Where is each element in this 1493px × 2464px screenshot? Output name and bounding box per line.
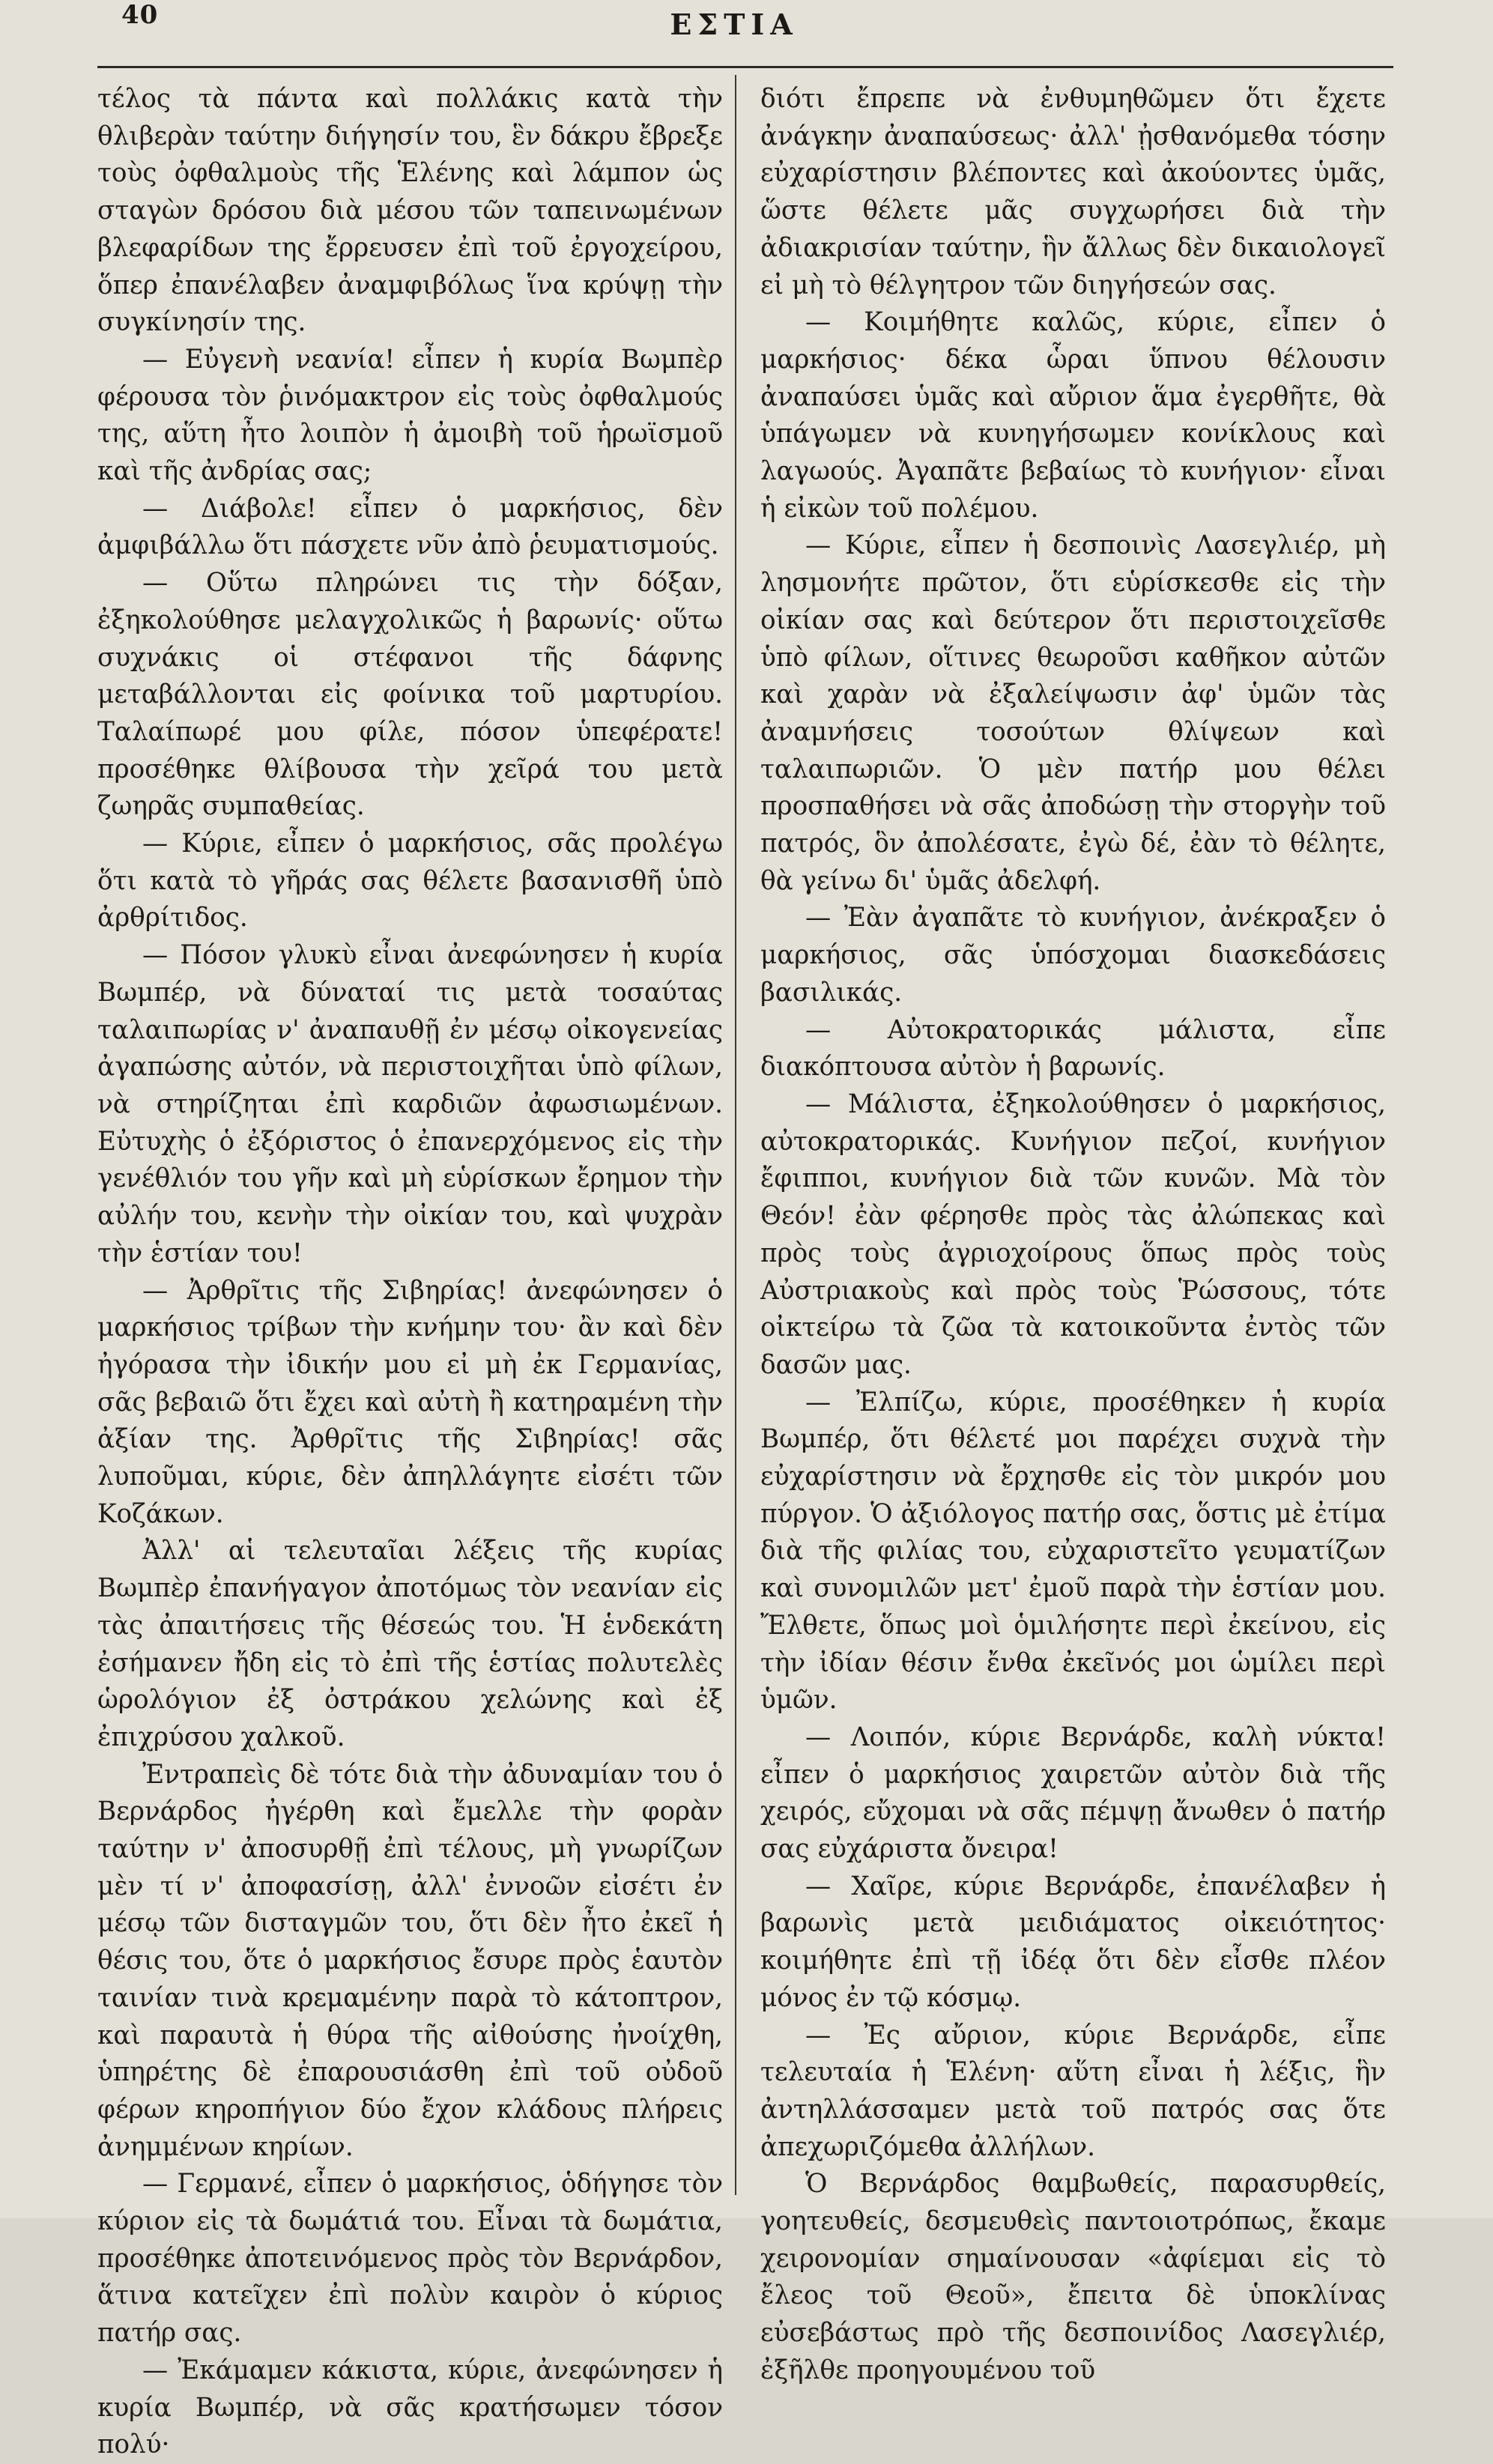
paragraph: διότι ἔπρεπε νὰ ἐνθυμηθῶμεν ὅτι ἔχετε ἀνάγκην ἀναπαύσεως· ἀλλ' ᾐσθανόμεθα τόσην εὐχαρίστησιν βλέποντες καὶ ἀκούοντες ὑμᾶς, ὥστε θέλετε μᾶς συγχωρήσει διὰ τὴν ἀδιακρισίαν ταύτην, ἣν ἄλλως δὲν δικαιολογεῖ εἰ μὴ τὸ θέλγητρον τῶν διηγήσεών σας. (760, 84, 1386, 300)
paragraph: — Κύριε, εἶπεν ὁ μαρκήσιος, σᾶς προλέγω ὅτι κατὰ τὸ γῆράς σας θέλετε βασανισθῆ ὑπὸ ἀρθρίτιδος. (97, 829, 723, 933)
paragraph: τέλος τὰ πάντα καὶ πολλάκις κατὰ τὴν θλιβερὰν ταύτην διήγησίν του, ἓν δάκρυ ἔβρεξε τοὺς ὀφθαλμοὺς τῆς Ἑλένης καὶ λάμπον ὡς σταγὼν δρόσου διὰ μέσου τῶν ταπεινωμένων βλεφαρίδων της ἔρρευσεν ἐπὶ τοῦ ἐργοχείρου, ὅπερ ἐπανέλαβεν ἀναμφιβόλως ἵνα κρύψῃ τὴν συγκίνησίν της. (97, 84, 723, 338)
paragraph: — Διάβολε! εἶπεν ὁ μαρκήσιος, δὲν ἀμφιβάλλω ὅτι πάσχετε νῦν ἀπὸ ῥευματισμούς. (97, 493, 723, 561)
paragraph: Ὁ Βερνάρδος θαμβωθείς, παρασυρθείς, γοητευθείς, δεσμευθεὶς παντοιοτρόπως, ἔκαμε χειρονομίαν σημαίνουσαν «ἀφίεμαι εἰς τὸ ἔλεος τοῦ Θεοῦ», ἔπειτα δὲ ὑποκλίνας εὐσεβάστως πρὸ τῆς δεσποινίδος Λασεγλιέρ, ἐξῆλθε προηγουμένου τοῦ (760, 2169, 1386, 2385)
paragraph: — Ἐκάμαμεν κάκιστα, κύριε, ἀνεφώνησεν ἡ κυρία Βωμπέρ, νὰ σᾶς κρατήσωμεν τόσον πολύ· (97, 2355, 723, 2460)
paragraph: — Αὐτοκρατορικάς μάλιστα, εἶπε διακόπτουσα αὐτὸν ἡ βαρωνίς. (760, 1014, 1386, 1083)
paragraph: — Ἀρθρῖτις τῆς Σιβηρίας! ἀνεφώνησεν ὁ μαρκήσιος τρίβων τὴν κνήμην του· ἂν καὶ δὲν ἠγόρασα τὴν ἰδικήν μου εἰ μὴ ἐκ Γερμανίας, σᾶς βεβαιῶ ὅτι ἔχει καὶ αὐτὴ ἢ κατηραμένη τὴν ἀξίαν της. Ἀρθρῖτις τῆς Σιβηρίας! σᾶς λυποῦμαι, κύριε, δὲν ἀπηλλάγητε εἰσέτι τῶν Κοζάκων. (97, 1275, 723, 1529)
column-divider (735, 75, 736, 2195)
paragraph: Ἐντραπεὶς δὲ τότε διὰ τὴν ἀδυναμίαν του ὁ Βερνάρδος ἠγέρθη καὶ ἔμελλε τὴν φορὰν ταύτην ν' ἀποσυρθῇ ἐπὶ τέλους, μὴ γνωρίζων μὲν τί ν' ἀποφασίσῃ, ἀλλ' ἐννοῶν εἰσέτι ἐν μέσῳ τῶν δισταγμῶν του, ὅτι δὲν ἦτο ἐκεῖ ἡ θέσις του, ὅτε ὁ μαρκήσιος ἔσυρε πρὸς ἑαυτὸν ταινίαν τινὰ κρεμαμένην παρὰ τὸ κάτοπτρον, καὶ παραυτὰ ἡ θύρα τῆς αἰθούσης ἠνοίχθη, ὑπηρέτης δὲ ἐπαρουσιάσθη ἐπὶ τοῦ οὐδοῦ φέρων κηροπήγιον δύο ἔχον κλάδους πλήρεις ἀνημμένων κηρίων. (97, 1759, 723, 2162)
paragraph: Ἀλλ' αἱ τελευταῖαι λέξεις τῆς κυρίας Βωμπὲρ ἐπανήγαγον ἀποτόμως τὸν νεανίαν εἰς τὰς ἀπαιτήσεις τῆς θέσεώς του. Ἡ ἑνδεκάτη ἐσήμανεν ἤδη εἰς τὸ ἐπὶ τῆς ἑστίας πολυτελὲς ὡρολόγιον ἐξ ὀστράκου χελώνης καὶ ἐξ ἐπιχρύσου χαλκοῦ. (97, 1536, 723, 1752)
paragraph: — Χαῖρε, κύριε Βερνάρδε, ἐπανέλαβεν ἡ βαρωνὶς μετὰ μειδιάματος οἰκειότητος· κοιμήθητε ἐπὶ τῇ ἰδέᾳ ὅτι δὲν εἶσθε πλέον μόνος ἐν τῷ κόσμῳ. (760, 1871, 1386, 2013)
paragraph: — Οὕτω πληρώνει τις τὴν δόξαν, ἐξηκολούθησε μελαγχολικῶς ἡ βαρωνίς· οὕτω συχνάκις οἱ στέφανοι τῆς δάφνης μεταβάλλονται εἰς φοίνικα τοῦ μαρτυρίου. Ταλαίπωρέ μου φίλε, πόσον ὑπεφέρατε! προσέθηκε θλίβουσα τὴν χεῖρά του μετὰ ζωηρᾶς συμπαθείας. (97, 568, 723, 822)
running-title: ΕΣΤΙΑ (670, 7, 799, 41)
paragraph: — Γερμανέ, εἶπεν ὁ μαρκήσιος, ὁδήγησε τὸν κύριον εἰς τὰ δωμάτιά του. Εἶναι τὰ δωμάτια, προσέθηκε ἀποτεινόμενος πρὸς τὸν Βερνάρδον, ἅτινα κατεῖχεν ἐπὶ πολὺν καιρὸν ὁ κύριος πατήρ σας. (97, 2169, 723, 2349)
paragraph: — Πόσον γλυκὺ εἶναι ἀνεφώνησεν ἡ κυρία Βωμπέρ, νὰ δύναταί τις μετὰ τοσαύτας ταλαιπωρίας ν' ἀναπαυθῇ ἐν μέσῳ οἰκογενείας ἀγαπώσης αὐτόν, νὰ περιστοιχῆται ὑπὸ φίλων, νὰ στηρίζηται ἐπὶ καρδιῶν ἀφωσιωμένων. Εὐτυχὴς ὁ ἐξόριστος ὁ ἐπανερχόμενος εἰς τὴν γενέθλιόν του γῆν καὶ μὴ εὑρίσκων ἔρημον τὴν αὐλήν του, κενὴν τὴν οἰκίαν του, καὶ ψυχρὰν τὴν ἑστίαν του! (97, 940, 723, 1268)
page-number: 40 (121, 0, 159, 30)
paragraph: — Κοιμήθητε καλῶς, κύριε, εἶπεν ὁ μαρκήσιος· δέκα ὧραι ὕπνου θέλουσιν ἀναπαύσει ὑμᾶς καὶ αὔριον ἅμα ἐγερθῆτε, θὰ ὑπάγωμεν νὰ κυνηγήσωμεν κονίκλους καὶ λαγωούς. Ἀγαπᾶτε βεβαίως τὸ κυνήγιον· εἶναι ἡ εἰκὼν τοῦ πολέμου. (760, 307, 1386, 524)
left-column (97, 81, 723, 2460)
right-column (760, 81, 1386, 2385)
paragraph: — Ἐὰν ἀγαπᾶτε τὸ κυνήγιον, ἀνέκραξεν ὁ μαρκήσιος, σᾶς ὑπόσχομαι διασκεδάσεις βασιλικάς. (760, 903, 1386, 1008)
paragraph: — Μάλιστα, ἐξηκολούθησεν ὁ μαρκήσιος, αὐτοκρατορικάς. Κυνήγιον πεζοί, κυνήγιον ἔφιπποι, κυνήγιον διὰ τῶν κυνῶν. Μὰ τὸν Θεόν! ἐὰν φέρησθε πρὸς τὰς ἀλώπεκας καὶ πρὸς τοὺς ἀγριοχοίρους ὅπως πρὸς τοὺς Αὐστριακοὺς καὶ πρὸς τοὺς Ῥώσσους, τότε οἰκτείρω τὰ ζῶα τὰ κατοικοῦντα ἐντὸς τῶν δασῶν μας. (760, 1089, 1386, 1380)
paragraph: — Ἐς αὔριον, κύριε Βερνάρδε, εἶπε τελευταία ἡ Ἑλένη· αὕτη εἶναι ἡ λέξις, ἣν ἀντηλλάσσαμεν μετὰ τοῦ πατρός σας ὅτε ἀπεχωριζόμεθα ἀλλήλων. (760, 2020, 1386, 2162)
paragraph: — Κύριε, εἶπεν ἡ δεσποινὶς Λασεγλιέρ, μὴ λησμονήτε πρῶτον, ὅτι εὑρίσκεσθε εἰς τὴν οἰκίαν σας καὶ δεύτερον ὅτι περιστοιχεῖσθε ὑπὸ φίλων, οἵτινες θεωροῦσι καθῆκον αὐτῶν καὶ χαρὰν νὰ ἐξαλείψωσιν ἀφ' ὑμῶν τὰς ἀναμνήσεις τοσούτων θλίψεων καὶ ταλαιπωριῶν. Ὁ μὲν πατήρ μου θέλει προσπαθήσει νὰ σᾶς ἀποδώσῃ τὴν στοργὴν τοῦ πατρός, ὃν ἀπολέσατε, ἐγὼ δέ, ἐὰν τὸ θέλητε, θὰ γείνω δι' ὑμᾶς ἀδελφή. (760, 530, 1386, 896)
page-header (82, 0, 1386, 52)
header-rule (97, 66, 1393, 68)
paragraph: — Ἐλπίζω, κύριε, προσέθηκεν ἡ κυρία Βωμπέρ, ὅτι θέλετέ μοι παρέχει συχνὰ τὴν εὐχαρίστησιν νὰ ἔρχησθε εἰς τὸν μικρόν μου πύργον. Ὁ ἀξιόλογος πατήρ σας, ὅστις μὲ ἐτίμα διὰ τῆς φιλίας του, εὐχαριστεῖτο γευματίζων καὶ συνομιλῶν μετ' ἐμοῦ παρὰ τὴν ἑστίαν μου. Ἔλθετε, ὅπως μοὶ ὁμιλήσητε περὶ ἐκείνου, εἰς τὴν ἰδίαν θέσιν ἔνθα ἐκεῖνός μοι ὡμίλει περὶ ὑμῶν. (760, 1387, 1386, 1716)
paragraph: — Εὐγενὴ νεανία! εἶπεν ἡ κυρία Βωμπὲρ φέρουσα τὸν ῥινόμακτρον εἰς τοὺς ὀφθαλμούς της, αὕτη ἦτο λοιπὸν ἡ ἀμοιβὴ τοῦ ἡρωϊσμοῦ καὶ τῆς ἀνδρίας σας; (97, 344, 723, 487)
paragraph: — Λοιπόν, κύριε Βερνάρδε, καλὴ νύκτα! εἶπεν ὁ μαρκήσιος χαιρετῶν αὐτὸν διὰ τῆς χειρός, εὔχομαι νὰ σᾶς πέμψῃ ἄνωθεν ὁ πατήρ σας εὐχάριστα ὄνειρα! (760, 1722, 1386, 1865)
